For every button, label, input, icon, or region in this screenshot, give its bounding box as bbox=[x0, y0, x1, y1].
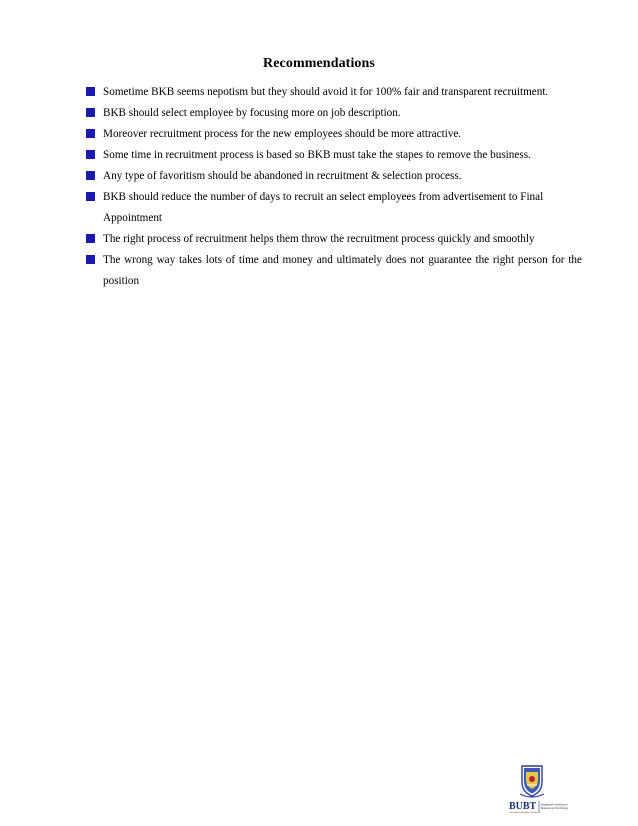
crest-icon bbox=[520, 766, 544, 797]
list-item bbox=[86, 187, 582, 229]
logo-name: BUBT bbox=[509, 801, 537, 812]
square-bullet-icon bbox=[86, 255, 95, 264]
square-bullet-icon bbox=[86, 129, 95, 138]
recommendation-text: Some time in recruitment process is based so BKB must take the stapes to remove the business. bbox=[103, 149, 531, 161]
list-item bbox=[86, 145, 582, 166]
recommendations-list bbox=[86, 82, 582, 292]
list-item bbox=[86, 229, 582, 250]
svg-text:Bangladesh University of: Bangladesh University of bbox=[541, 803, 568, 807]
square-bullet-icon bbox=[86, 108, 95, 117]
square-bullet-icon bbox=[86, 171, 95, 180]
recommendation-text: The right process of recruitment helps them throw the recruitment process quickly and smoothly bbox=[103, 233, 535, 245]
svg-text:Committed to Academic Excellen: Committed to Academic Excellence bbox=[509, 812, 541, 814]
recommendation-text: BKB should reduce the number of days to recruit an select employees from advertisement to Final Appointment bbox=[103, 191, 544, 224]
recommendation-text: Any type of favoritism should be abandoned in recruitment & selection process. bbox=[103, 170, 462, 182]
square-bullet-icon bbox=[86, 234, 95, 243]
recommendation-text: Sometime BKB seems nepotism but they should avoid it for 100% fair and transparent recruitment. bbox=[103, 86, 549, 98]
svg-text:Business and Technology: Business and Technology bbox=[541, 807, 569, 810]
recommendation-text: BKB should select employee by focusing more on job description. bbox=[103, 107, 401, 119]
square-bullet-icon bbox=[86, 87, 95, 96]
list-item bbox=[86, 166, 582, 187]
bubt-logo bbox=[508, 764, 588, 814]
recommendation-text: Moreover recruitment process for the new employees should be more attractive. bbox=[103, 128, 462, 140]
square-bullet-icon bbox=[86, 192, 95, 201]
list-item bbox=[86, 103, 582, 124]
list-item bbox=[86, 250, 582, 292]
list-item bbox=[86, 124, 582, 145]
list-item bbox=[86, 82, 582, 103]
square-bullet-icon bbox=[86, 150, 95, 159]
recommendation-text: The wrong way takes lots of time and money and ultimately does not guarantee the right person for the position bbox=[103, 254, 582, 287]
page-title: Recommendations bbox=[263, 56, 375, 71]
